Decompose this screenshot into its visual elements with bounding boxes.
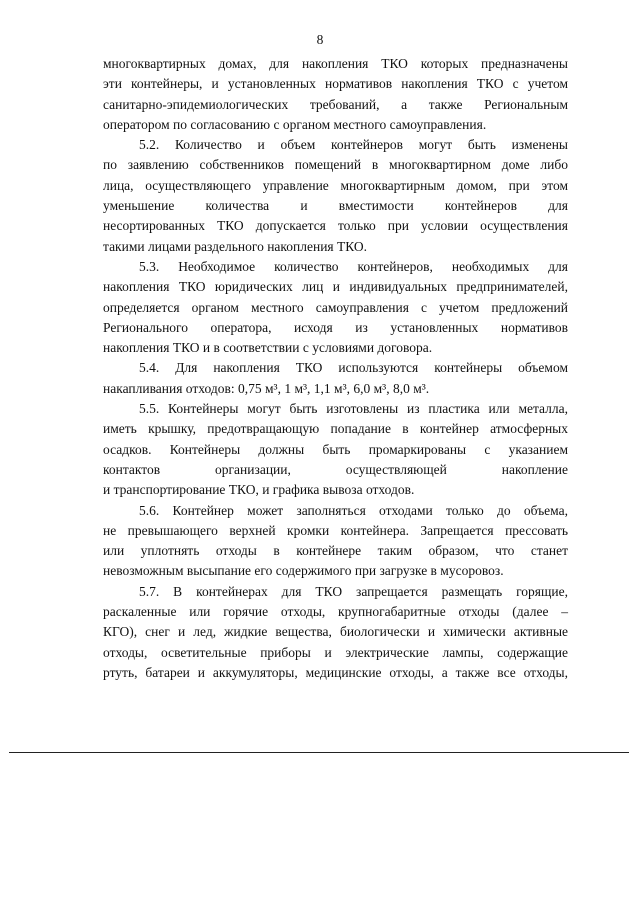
text-line: отходы, осветительные приборы и электрические лампы, содержащие: [103, 644, 568, 660]
text-line: оператором по согласованию с органом местного самоуправления.: [103, 116, 487, 132]
text-line: КГО), снег и лед, жидкие вещества, биологически и химически активные: [103, 624, 568, 640]
paragraph-5-2: [103, 135, 568, 257]
text-line: по заявлению собственников помещений в многоквартирном доме либо: [103, 157, 568, 173]
text-line: раскаленные или горячие отходы, крупногабаритные отходы (далее –: [103, 604, 568, 620]
paragraph-continuation: [103, 54, 568, 135]
paragraph-5-4: [103, 358, 568, 399]
paragraph-5-6: [103, 501, 568, 582]
text-line: 5.7. В контейнерах для ТКО запрещается размещать горящие,: [139, 583, 568, 599]
text-line: накапливания отходов: 0,75 м³, 1 м³, 1,1 м³, 6,0 м³, 8,0 м³.: [103, 380, 430, 396]
footer-divider: [9, 752, 629, 753]
text-line: осадков. Контейнеры должны быть промаркированы с указанием: [103, 441, 568, 457]
text-line: санитарно-эпидемиологических требований, а также Региональным: [103, 96, 568, 112]
text-line: уменьшение количества и вместимости контейнеров для: [103, 198, 568, 214]
text-line: накопления ТКО юридических лиц и индивидуальных предпринимателей,: [103, 279, 568, 295]
text-line: контактов организации, осуществляющей накопление: [103, 461, 568, 477]
text-line: 5.2. Количество и объем контейнеров могут быть изменены: [139, 137, 568, 153]
paragraph-5-7: [103, 582, 568, 683]
text-line: многоквартирных домах, для накопления ТКО которых предназначены: [103, 56, 568, 71]
text-line: не превышающего верхней кромки контейнера. Запрещается прессовать: [103, 522, 568, 538]
text-line: накопления ТКО и в соответствии с условиями договора.: [103, 340, 433, 356]
text-line: и транспортирование ТКО, и графика вывоза отходов.: [103, 482, 415, 498]
text-line: 5.4. Для накопления ТКО используются контейнеры объемом: [139, 360, 568, 376]
text-line: несортированных ТКО допускается только при условии осуществления: [103, 218, 568, 234]
text-line: ртуть, батареи и аккумуляторы, медицинские отходы, а также все отходы,: [103, 664, 568, 680]
text-line: лица, осуществляющего управление многоквартирным домом, при этом: [103, 177, 568, 193]
text-line: или уплотнять отходы в контейнере таким образом, что станет: [103, 543, 568, 559]
paragraph-5-5: [103, 399, 568, 500]
text-line: невозможным высыпание его содержимого при загрузке в мусоровоз.: [103, 563, 504, 579]
document-body: [103, 54, 568, 683]
page-number: 8: [316, 32, 324, 47]
text-line: определяется органом местного самоуправления с учетом предложений: [103, 299, 568, 315]
text-line: 5.5. Контейнеры могут быть изготовлены из пластика или металла,: [139, 401, 568, 417]
text-line: иметь крышку, предотвращающую попадание в контейнер атмосферных: [103, 421, 568, 437]
text-line: 5.6. Контейнер может заполняться отходами только до объема,: [139, 502, 568, 518]
text-line: 5.3. Необходимое количество контейнеров, необходимых для: [139, 258, 568, 274]
paragraph-5-3: [103, 257, 568, 358]
text-line: эти контейнеры, и установленных нормативов накопления ТКО с учетом: [103, 76, 568, 92]
text-line: такими лицами раздельного накопления ТКО.: [103, 238, 368, 254]
text-line: Регионального оператора, исходя из установленных нормативов: [103, 319, 568, 335]
